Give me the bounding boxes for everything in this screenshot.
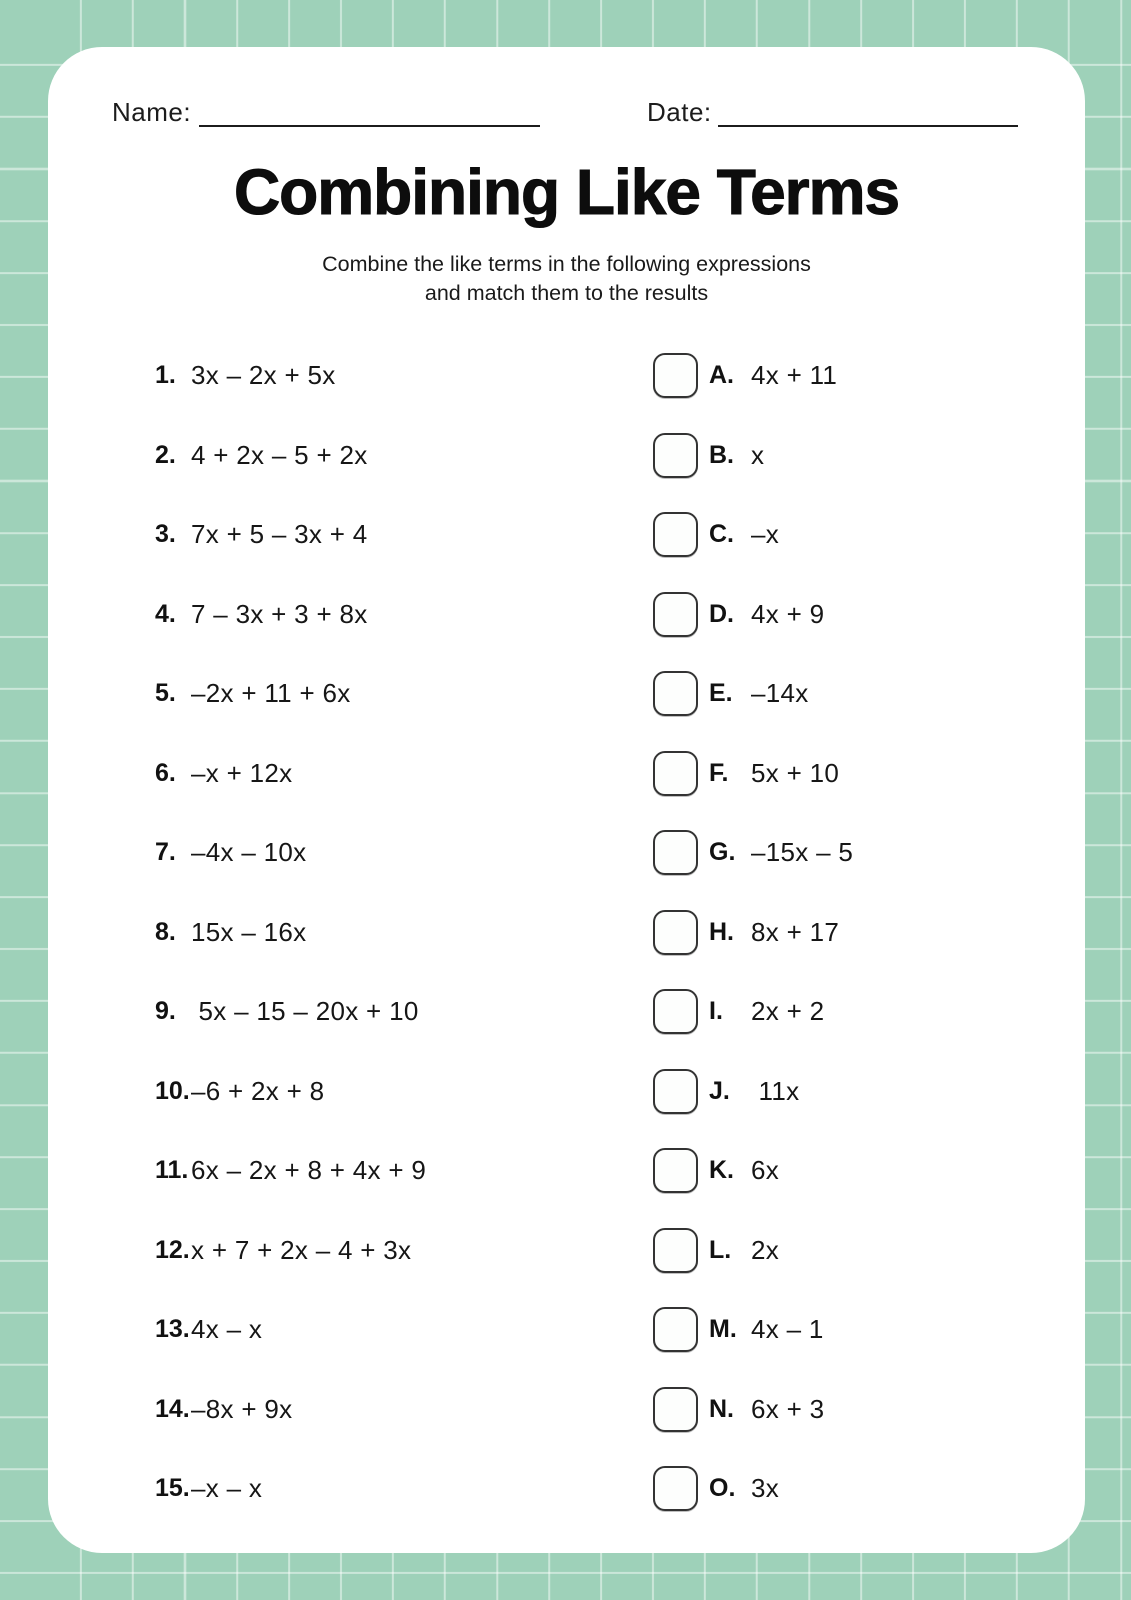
- date-input-line[interactable]: [718, 125, 1018, 127]
- worksheet-row: [48, 575, 1085, 655]
- problem-cell: [155, 1370, 292, 1450]
- problem-expression: 15x – 16x: [191, 916, 307, 947]
- problem-cell: [155, 654, 351, 734]
- problem-number: 12.: [155, 1235, 190, 1264]
- worksheet-row: [48, 1211, 1085, 1291]
- answer-cell: [653, 1370, 824, 1450]
- answer-letter: O.: [709, 1474, 736, 1503]
- answer-checkbox[interactable]: [653, 353, 698, 398]
- answer-letter: H.: [709, 917, 734, 946]
- answer-expression: x: [751, 439, 765, 470]
- worksheet-row: [48, 1449, 1085, 1529]
- answer-expression: 4x + 9: [751, 598, 825, 629]
- worksheet-card: [48, 47, 1085, 1553]
- answer-letter: N.: [709, 1394, 734, 1423]
- worksheet-row: [48, 1370, 1085, 1450]
- problem-number: 1.: [155, 361, 176, 390]
- page-subtitle: [48, 250, 1085, 308]
- problem-expression: 3x – 2x + 5x: [191, 360, 336, 391]
- worksheet-row: [48, 416, 1085, 496]
- worksheet-row: [48, 813, 1085, 893]
- subtitle-line-2: and match them to the results: [424, 281, 709, 305]
- problem-cell: [155, 495, 368, 575]
- answer-checkbox[interactable]: [653, 433, 698, 478]
- answer-cell: [653, 1290, 824, 1370]
- answer-checkbox[interactable]: [653, 910, 698, 955]
- answer-checkbox[interactable]: [653, 989, 698, 1034]
- answer-letter: F.: [709, 758, 729, 787]
- problem-expression: –x – x: [191, 1473, 263, 1504]
- problem-number: 2.: [155, 440, 176, 469]
- answer-expression: –14x: [751, 678, 809, 709]
- answer-checkbox[interactable]: [653, 671, 698, 716]
- answer-expression: 11x: [751, 1075, 800, 1106]
- answer-letter: G.: [709, 838, 736, 867]
- answer-expression: 2x: [751, 1234, 780, 1265]
- answer-cell: [653, 654, 809, 734]
- answer-expression: 8x + 17: [751, 916, 840, 947]
- worksheet-row: [48, 495, 1085, 575]
- answer-checkbox[interactable]: [653, 1228, 698, 1273]
- answer-cell: [653, 1449, 779, 1529]
- answer-checkbox[interactable]: [653, 1466, 698, 1511]
- problem-expression: 7 – 3x + 3 + 8x: [191, 598, 368, 629]
- answer-cell: [653, 1131, 779, 1211]
- worksheet-row: [48, 1052, 1085, 1132]
- answer-expression: 6x + 3: [751, 1393, 825, 1424]
- worksheet-row: [48, 972, 1085, 1052]
- problem-cell: [155, 893, 306, 973]
- problem-cell: [155, 575, 368, 655]
- problem-number: 13.: [155, 1315, 190, 1344]
- answer-cell: [653, 734, 839, 814]
- answer-checkbox[interactable]: [653, 751, 698, 796]
- answer-cell: [653, 1211, 779, 1291]
- answer-expression: 3x: [751, 1473, 780, 1504]
- answer-checkbox[interactable]: [653, 1387, 698, 1432]
- name-label: Name:: [112, 97, 192, 127]
- problem-number: 4.: [155, 599, 176, 628]
- problem-cell: [155, 336, 336, 416]
- answer-cell: [653, 575, 824, 655]
- answer-checkbox[interactable]: [653, 1148, 698, 1193]
- answer-checkbox[interactable]: [653, 1307, 698, 1352]
- answer-letter: C.: [709, 520, 734, 549]
- answer-checkbox[interactable]: [653, 512, 698, 557]
- subtitle-line-1: Combine the like terms in the following expressions: [322, 252, 811, 276]
- problem-expression: –2x + 11 + 6x: [191, 678, 351, 709]
- answer-expression: 6x: [751, 1155, 780, 1186]
- problem-expression: –8x + 9x: [191, 1393, 293, 1424]
- answer-checkbox[interactable]: [653, 592, 698, 637]
- problem-cell: [155, 1211, 411, 1291]
- problem-cell: [155, 1131, 426, 1211]
- problem-expression: –4x – 10x: [191, 837, 307, 868]
- answer-letter: M.: [709, 1315, 737, 1344]
- worksheet-row: [48, 1290, 1085, 1370]
- answer-cell: [653, 336, 837, 416]
- problem-number: 5.: [155, 679, 176, 708]
- answer-expression: 4x – 1: [751, 1314, 824, 1345]
- problem-cell: [155, 813, 306, 893]
- worksheet-row: [48, 336, 1085, 416]
- problem-cell: [155, 734, 292, 814]
- date-label: Date:: [647, 97, 712, 127]
- problem-number: 9.: [155, 997, 176, 1026]
- problem-expression: 5x – 15 – 20x + 10: [191, 996, 419, 1027]
- problem-cell: [155, 416, 368, 496]
- answer-letter: I.: [709, 997, 723, 1026]
- problem-number: 15.: [155, 1474, 190, 1503]
- problem-cell: [155, 1052, 324, 1132]
- answer-expression: –x: [751, 519, 780, 550]
- problem-expression: 4x – x: [191, 1314, 263, 1345]
- problem-expression: –6 + 2x + 8: [191, 1075, 325, 1106]
- problem-number: 10.: [155, 1076, 190, 1105]
- answer-letter: J.: [709, 1076, 730, 1105]
- answer-letter: B.: [709, 440, 734, 469]
- answer-cell: [653, 893, 839, 973]
- answer-cell: [653, 416, 764, 496]
- problem-cell: [155, 1449, 262, 1529]
- answer-letter: K.: [709, 1156, 734, 1185]
- answer-letter: E.: [709, 679, 733, 708]
- problem-number: 8.: [155, 917, 176, 946]
- problems-list: [48, 336, 1085, 1529]
- worksheet-row: [48, 654, 1085, 734]
- answer-letter: L.: [709, 1235, 732, 1264]
- answer-checkbox[interactable]: [653, 830, 698, 875]
- answer-cell: [653, 495, 779, 575]
- answer-expression: 2x + 2: [751, 996, 825, 1027]
- answer-cell: [653, 1052, 799, 1132]
- problem-number: 11.: [155, 1156, 189, 1185]
- name-input-line[interactable]: [199, 125, 540, 127]
- page-title: Combining Like Terms: [233, 156, 900, 228]
- problem-number: 6.: [155, 758, 176, 787]
- answer-checkbox[interactable]: [653, 1069, 698, 1114]
- problem-expression: 4 + 2x – 5 + 2x: [191, 439, 368, 470]
- answer-letter: D.: [709, 599, 734, 628]
- worksheet-row: [48, 734, 1085, 814]
- problem-expression: 7x + 5 – 3x + 4: [191, 519, 368, 550]
- answer-cell: [653, 813, 853, 893]
- answer-expression: 4x + 11: [751, 360, 838, 391]
- problem-number: 7.: [155, 838, 176, 867]
- problem-cell: [155, 1290, 262, 1370]
- problem-number: 14.: [155, 1394, 190, 1423]
- worksheet-row: [48, 893, 1085, 973]
- answer-expression: –15x – 5: [751, 837, 854, 868]
- answer-cell: [653, 972, 824, 1052]
- problem-number: 3.: [155, 520, 176, 549]
- problem-cell: [155, 972, 419, 1052]
- problem-expression: –x + 12x: [191, 757, 293, 788]
- answer-expression: 5x + 10: [751, 757, 840, 788]
- problem-expression: x + 7 + 2x – 4 + 3x: [191, 1234, 412, 1265]
- problem-expression: 6x – 2x + 8 + 4x + 9: [191, 1155, 427, 1186]
- worksheet-row: [48, 1131, 1085, 1211]
- answer-letter: A.: [709, 361, 734, 390]
